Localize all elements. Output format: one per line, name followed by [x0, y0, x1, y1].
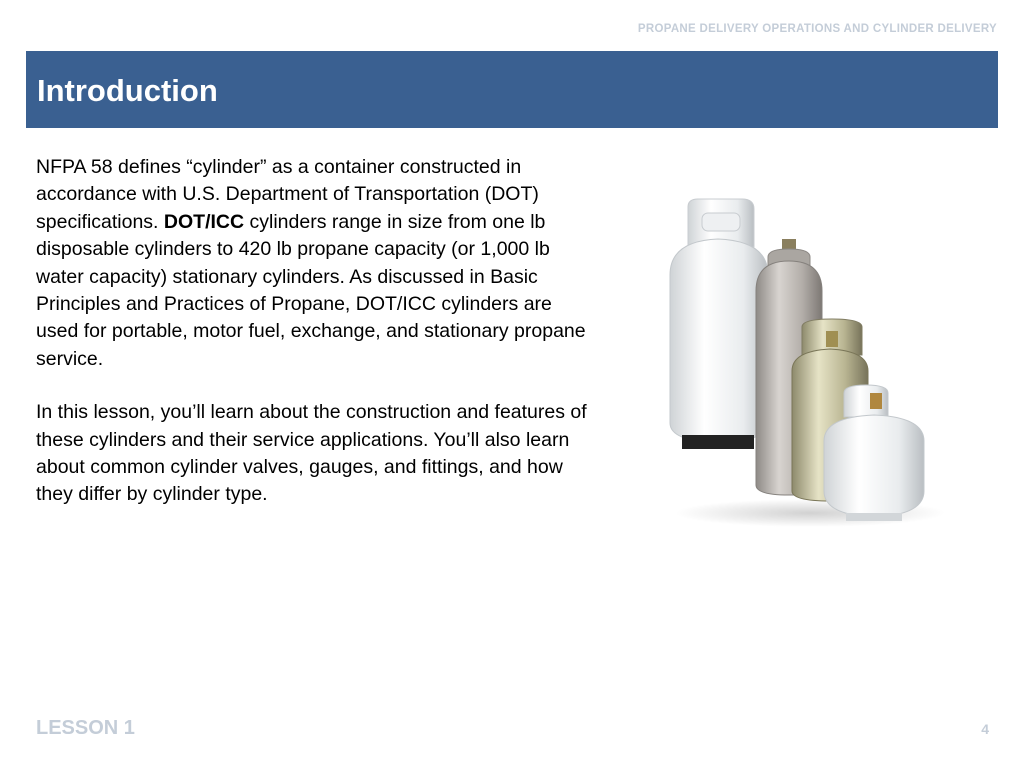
paragraph-2: In this lesson, you’ll learn about the construction and features of these cylinders and their service applications. You’ll also learn about common cylinder valves, gauges, and fittings, and how they differ by cylinder type. [36, 401, 587, 506]
title-bar [26, 51, 998, 128]
page-number: 4 [981, 721, 989, 737]
paragraph-1 [36, 154, 591, 373]
slide-title: Introduction [37, 73, 218, 108]
paragraph-1-part-2: cylinders range in size from one lb disposable cylinders to 420 lb propane capacity (or 1,000 lb water capacity) stationary cylinders. As discussed in Basic Principles and Practices of Propane, DOT/ICC cylinders are used for portable, motor fuel, exchange, and stationary propane service. [36, 210, 586, 370]
propane-cylinders-photo [660, 195, 950, 530]
paragraph-1-bold: DOT/ICC [163, 210, 245, 233]
paragraph-1-part-1: NFPA 58 defines “cylinder” as a container constructed in accordance with U.S. Department of Transportation (DOT) specifications. [36, 156, 539, 233]
lesson-label: LESSON 1 [36, 717, 135, 739]
course-title: PROPANE DELIVERY OPERATIONS AND CYLINDER DELIVERY [637, 23, 997, 35]
body-text [36, 154, 591, 535]
